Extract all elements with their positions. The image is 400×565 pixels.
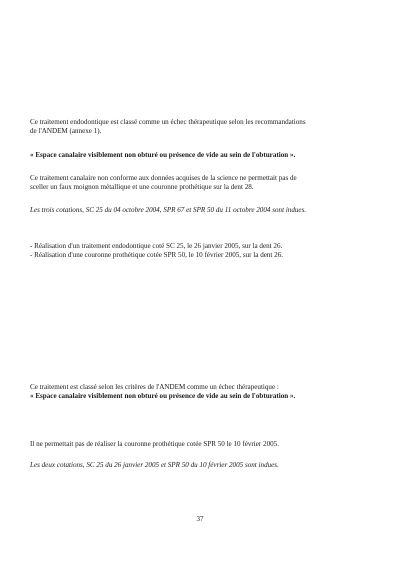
bullet-list [30,242,370,260]
paragraph-classification [30,383,370,401]
text-line: Ce traitement est classé selon les critères de l'ANDEM comme un échec thérapeutique : [30,383,279,391]
criterion-bold-2: « Espace canalaire visiblement non obturé ou présence de vide au sein de l'obturation ». [30,392,296,400]
text-line: sceller un faux moignon métallique et une couronne prothétique sur la dent 28. [30,183,254,191]
page-number: 37 [196,515,204,523]
conclusion-italic-2: Les deux cotations, SC 25 du 26 janvier 2005 et SPR 50 du 10 février 2005 sont indues. [30,461,279,469]
text-line: Ce traitement canalaire non conforme aux données acquises de la science ne permettait pas de [30,174,297,182]
paragraph-nonconformity [30,174,370,192]
criterion-bold-1: « Espace canalaire visiblement non obturé ou présence de vide au sein de l'obturation ». [30,151,296,159]
list-item: - Réalisation d'une couronne prothétique cotée SPR 50, le 10 février 2005, sur la dent 26. [30,251,284,259]
paragraph-endodontic-failure [30,118,370,136]
conclusion-italic-1: Les trois cotations, SC 25 du 04 octobre 2004, SPR 67 et SPR 50 du 11 octobre 2004 sont indues. [30,206,307,214]
text-line: Ce traitement endodontique est classé comme un échec thérapeutique selon les recommandations [30,118,306,126]
list-item: - Réalisation d'un traitement endodontique coté SC 25, le 26 janvier 2005, sur la dent 26. [30,242,283,250]
paragraph-impossibility: Il ne permettait pas de réaliser la couronne prothétique cotée SPR 50 le 10 février 2005. [30,440,279,448]
text-line: de l'ANDEM (annexe 1). [30,127,102,135]
